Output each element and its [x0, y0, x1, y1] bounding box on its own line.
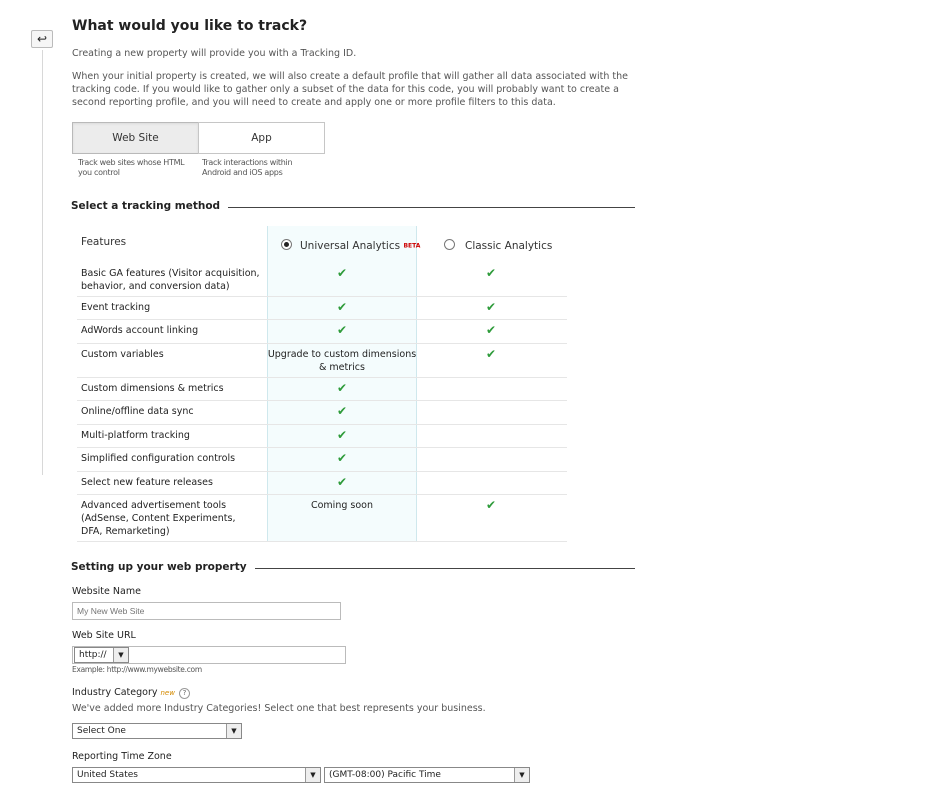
website-url-label: Web Site URL [72, 630, 136, 641]
industry-category-label: Industry Category new ? [72, 687, 190, 699]
new-badge: new [160, 689, 175, 697]
row-divider [77, 319, 567, 320]
url-example: Example: http://www.mywebsite.com [72, 665, 202, 674]
intro-text: Creating a new property will provide you with a Tracking ID. [72, 48, 357, 59]
classic-analytics-radio[interactable] [444, 239, 455, 250]
features-header: Features [81, 236, 127, 248]
protocol-value: http:// [79, 650, 107, 660]
row-divider [77, 424, 567, 425]
timezone-value: (GMT-08:00) Pacific Time [329, 770, 441, 780]
ua-check-icon: ✔ [336, 451, 348, 465]
industry-value: Select One [77, 726, 126, 736]
tracking-method-heading: Select a tracking method [71, 200, 228, 212]
row-divider [77, 400, 567, 401]
timezone-label: Reporting Time Zone [72, 751, 172, 762]
feature-name: Event tracking [81, 302, 151, 313]
app-description: Track interactions within Android and iOS apps [202, 158, 293, 177]
row-divider [77, 447, 567, 448]
classic-analytics-label: Classic Analytics [465, 240, 553, 252]
timeline-line [42, 50, 43, 475]
country-select[interactable] [72, 767, 321, 783]
classic-check-icon: ✔ [485, 323, 497, 337]
app-toggle-button[interactable]: App [198, 122, 325, 154]
ua-check-icon: ✔ [336, 404, 348, 418]
website-name-label: Website Name [72, 586, 141, 597]
classic-check-icon: ✔ [485, 347, 497, 361]
profile-explanation: When your initial property is created, we will also create a default profile that will gather all data associated with the tracking code. If you would like to gather only a subset of the data for this code, you will probably want to create a second reporting profile, and you will need to create and apply one or more profile filters to this data. [72, 71, 628, 108]
timezone-select[interactable] [324, 767, 530, 783]
row-divider [77, 494, 567, 495]
chevron-down-icon: ▼ [514, 768, 529, 782]
ua-check-icon: ✔ [336, 428, 348, 442]
universal-analytics-label: Universal Analytics BETA [300, 240, 421, 252]
web-property-heading: Setting up your web property [71, 561, 255, 573]
ua-upgrade-note: Upgrade to custom dimensions & metrics [267, 349, 417, 373]
country-value: United States [77, 770, 138, 780]
classic-check-icon: ✔ [485, 300, 497, 314]
classic-check-icon: ✔ [485, 266, 497, 280]
page-title: What would you like to track? [72, 18, 308, 34]
ua-check-icon: ✔ [336, 300, 348, 314]
feature-name: Multi-platform tracking [81, 430, 190, 441]
feature-name: Select new feature releases [81, 477, 213, 488]
feature-name: AdWords account linking [81, 325, 199, 336]
ua-check-icon: ✔ [336, 475, 348, 489]
classic-check-icon: ✔ [485, 498, 497, 512]
website-description: Track web sites whose HTML you control [78, 158, 185, 177]
feature-name: Custom variables [81, 349, 164, 360]
feature-name: Custom dimensions & metrics [81, 383, 224, 394]
help-icon[interactable]: ? [179, 688, 190, 699]
row-divider [77, 377, 567, 378]
feature-name: Simplified configuration controls [81, 453, 236, 464]
industry-category-select[interactable] [72, 723, 242, 739]
row-divider [77, 296, 567, 297]
protocol-select[interactable] [74, 647, 129, 663]
row-divider [77, 541, 567, 542]
back-button[interactable]: ↩ [31, 30, 53, 48]
chevron-down-icon: ▼ [113, 648, 128, 662]
chevron-down-icon: ▼ [226, 724, 241, 738]
ua-check-icon: ✔ [336, 323, 348, 337]
feature-name: Advanced advertisement tools (AdSense, Content Experiments, DFA, Remarketing) [81, 500, 236, 537]
feature-name: Online/offline data sync [81, 406, 194, 417]
ua-coming-soon-note: Coming soon [310, 500, 373, 511]
universal-analytics-radio[interactable] [281, 239, 292, 250]
chevron-down-icon: ▼ [305, 768, 320, 782]
feature-name: Basic GA features (Visitor acquisition, behavior, and conversion data) [81, 268, 260, 292]
website-toggle-button[interactable]: Web Site [72, 122, 199, 154]
row-divider [77, 343, 567, 344]
beta-badge: BETA [403, 242, 421, 250]
row-divider [77, 471, 567, 472]
website-name-input[interactable] [72, 602, 341, 620]
ua-check-icon: ✔ [336, 266, 348, 280]
ua-check-icon: ✔ [336, 381, 348, 395]
industry-description: We've added more Industry Categories! Select one that best represents your business. [72, 703, 486, 714]
